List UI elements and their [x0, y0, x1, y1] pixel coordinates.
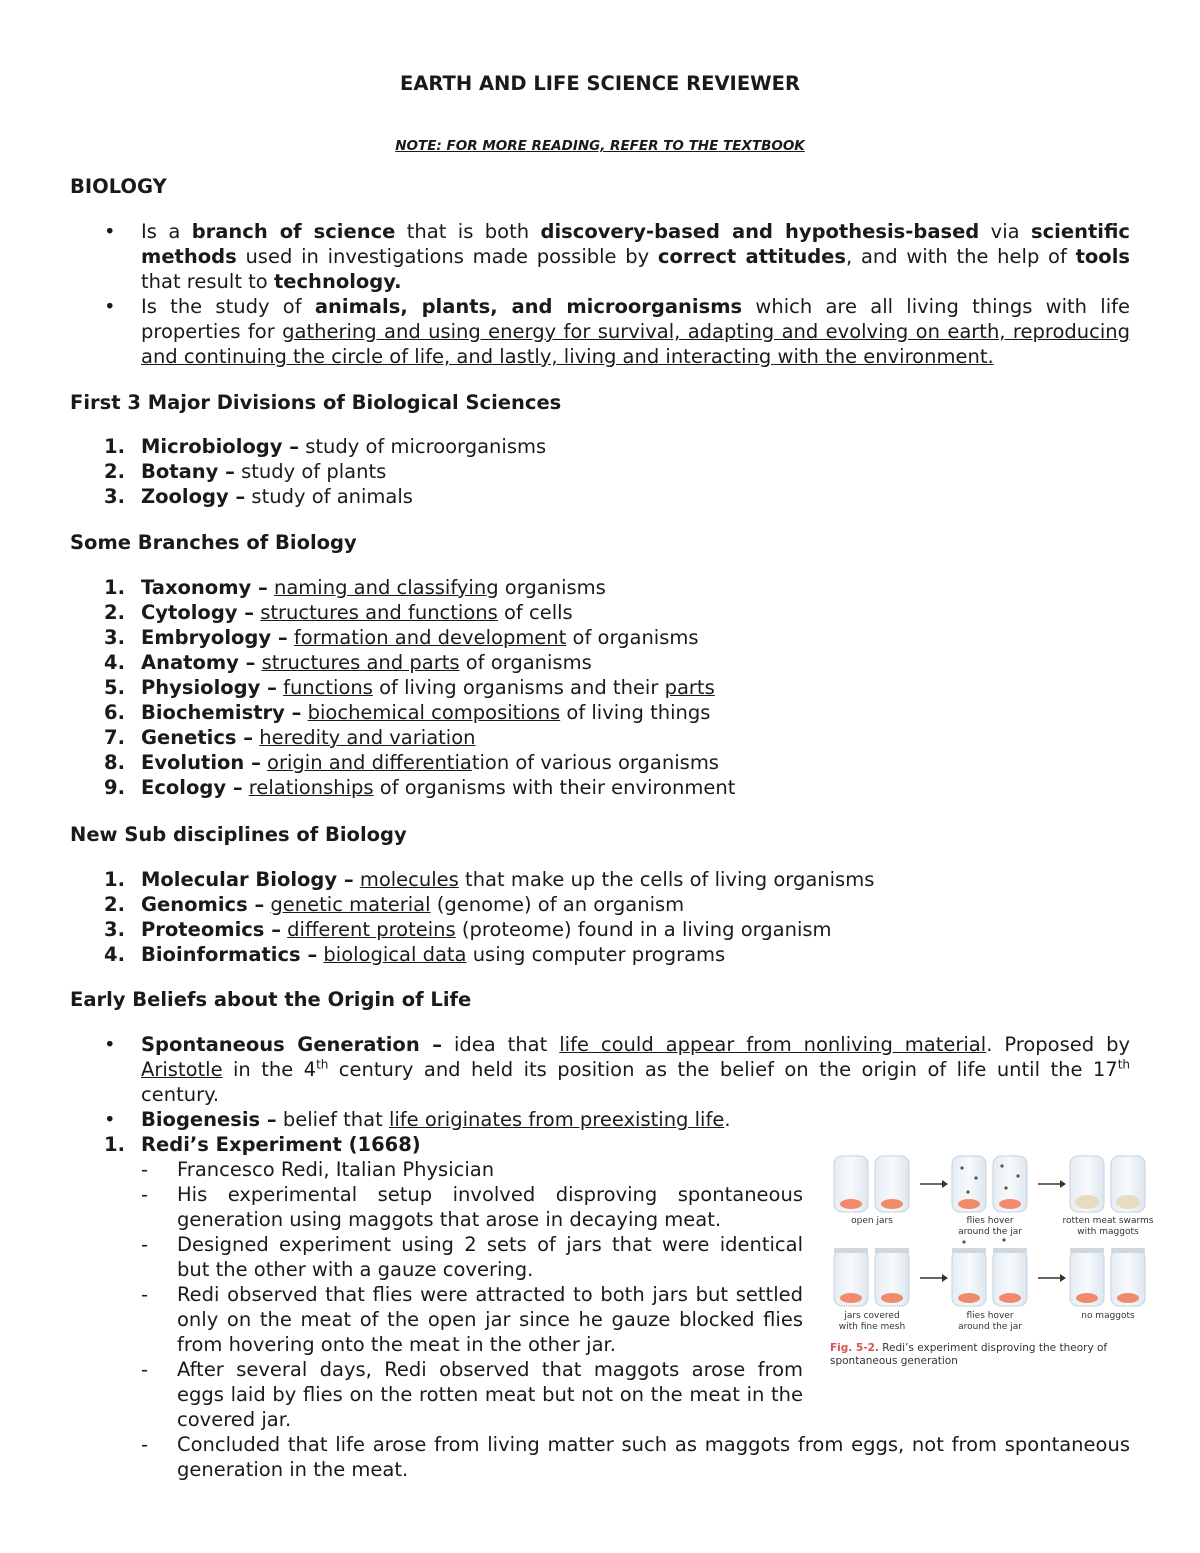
list-item: 1. Molecular Biology – molecules that make up the cells of living organisms	[104, 868, 875, 891]
no-maggot-jars-group	[1070, 1248, 1145, 1306]
flies-jars-group	[952, 1156, 1027, 1212]
bullet-icon: •	[104, 295, 116, 318]
list-item: 3. Embryology – formation and development of organisms	[104, 626, 699, 649]
list-item: 2. Cytology – structures and functions of cells	[104, 601, 573, 624]
branches-list	[70, 575, 1130, 800]
arrow-icon	[1038, 1274, 1066, 1282]
list-item: 8. Evolution – origin and differentiation of various organisms	[104, 751, 719, 774]
figure-label: flies hover	[966, 1216, 1014, 1226]
list-item: 2. Genomics – genetic material (genome) of an organism	[104, 893, 685, 916]
redi-experiment-figure	[828, 1148, 1158, 1370]
list-item: • Is a branch of science that is both discovery-based and hypothesis-based via scientific methods used in investigations made possible by correct attitudes, and with the help of tools that result to technology.	[104, 220, 1130, 293]
subdisciplines-list	[70, 867, 1130, 967]
list-item: 2. Botany – study of plants	[104, 460, 387, 483]
list-item: - Redi observed that flies were attracted to both jars but settled only on the meat of the open jar since he gauze blocked flies from hovering onto the meat in the other jar.	[141, 1283, 803, 1356]
figure-label: open jars	[851, 1216, 893, 1226]
list-item: 5. Physiology – functions of living organisms and their parts	[104, 676, 715, 699]
figure-label: rotten meat swarms	[1062, 1216, 1154, 1226]
divisions-list	[70, 434, 1130, 509]
list-item: • Spontaneous Generation – idea that life could appear from nonliving material. Proposed by Aristotle in the 4th century and held its position as the belief on the origin of life until the 17th century.	[104, 1033, 1131, 1106]
figure-label: no maggots	[1081, 1311, 1135, 1321]
arrow-icon	[920, 1180, 948, 1188]
list-item: - After several days, Redi observed that maggots arose from eggs laid by flies on the rotten meat but not on the meat in the covered jar.	[141, 1358, 803, 1431]
divisions-heading: First 3 Major Divisions of Biological Sciences	[70, 391, 562, 414]
list-item: 1. Microbiology – study of microorganisms	[104, 435, 547, 458]
open-jars-group	[834, 1156, 909, 1212]
list-item: 4. Bioinformatics – biological data using computer programs	[104, 943, 726, 966]
figure-label: with maggots	[1077, 1227, 1139, 1237]
list-item: 9. Ecology – relationships of organisms with their environment	[104, 776, 736, 799]
early-beliefs-heading: Early Beliefs about the Origin of Life	[70, 988, 472, 1011]
list-item: • Is the study of animals, plants, and microorganisms which are all living things with life properties for gathering and using energy for survival, adapting and evolving on earth, reproducing and continuing the circle of life, and lastly, living and interacting with the environment.	[104, 295, 1130, 368]
figure-label: flies hover	[966, 1311, 1014, 1321]
arrow-icon	[1038, 1180, 1066, 1188]
jar-illustration	[828, 1148, 1158, 1348]
bullet-icon: •	[104, 1033, 116, 1056]
list-item: 6. Biochemistry – biochemical compositions of living things	[104, 701, 711, 724]
branches-heading: Some Branches of Biology	[70, 531, 357, 554]
list-item: - Concluded that life arose from living matter such as maggots from eggs, not from spontaneous generation in the meat.	[141, 1433, 1130, 1481]
list-item: 3. Proteomics – different proteins (proteome) found in a living organism	[104, 918, 832, 941]
covered-jars-group	[834, 1248, 909, 1306]
figure-label: around the jar	[958, 1227, 1022, 1237]
list-item: - His experimental setup involved disproving spontaneous generation using maggots that arose in decaying meat.	[141, 1183, 803, 1231]
list-item: • Biogenesis – belief that life originates from preexisting life.	[104, 1108, 731, 1131]
covered-flies-jars-group	[952, 1238, 1027, 1306]
list-item: - Designed experiment using 2 sets of jars that were identical but the other with a gauze covering.	[141, 1233, 803, 1281]
page-title: EARTH AND LIFE SCIENCE REVIEWER	[400, 72, 800, 95]
list-item: 7. Genetics – heredity and variation	[104, 726, 476, 749]
biology-heading: BIOLOGY	[70, 175, 167, 198]
bullet-icon: •	[104, 220, 116, 243]
list-item: - Francesco Redi, Italian Physician	[141, 1158, 495, 1181]
bullet-icon: •	[104, 1108, 116, 1131]
biology-list	[70, 219, 1130, 369]
subdisciplines-heading: New Sub disciplines of Biology	[70, 823, 407, 846]
list-item: 4. Anatomy – structures and parts of organisms	[104, 651, 592, 674]
redi-heading: 1. Redi’s Experiment (1668)	[104, 1133, 421, 1156]
list-item: 1. Taxonomy – naming and classifying organisms	[104, 576, 606, 599]
figure-label: with fine mesh	[838, 1322, 906, 1332]
note-line: NOTE: FOR MORE READING, REFER TO THE TEXTBOOK	[395, 138, 805, 154]
arrow-icon	[920, 1274, 948, 1282]
figure-caption: Fig. 5-2. Redi’s experiment disproving the theory of spontaneous generation	[830, 1342, 1108, 1367]
figure-label: around the jar	[958, 1322, 1022, 1332]
list-item: 3. Zoology – study of animals	[104, 485, 413, 508]
maggot-jars-group	[1070, 1156, 1145, 1212]
early-beliefs-list	[70, 1032, 1130, 1132]
figure-label: jars covered	[844, 1311, 900, 1321]
